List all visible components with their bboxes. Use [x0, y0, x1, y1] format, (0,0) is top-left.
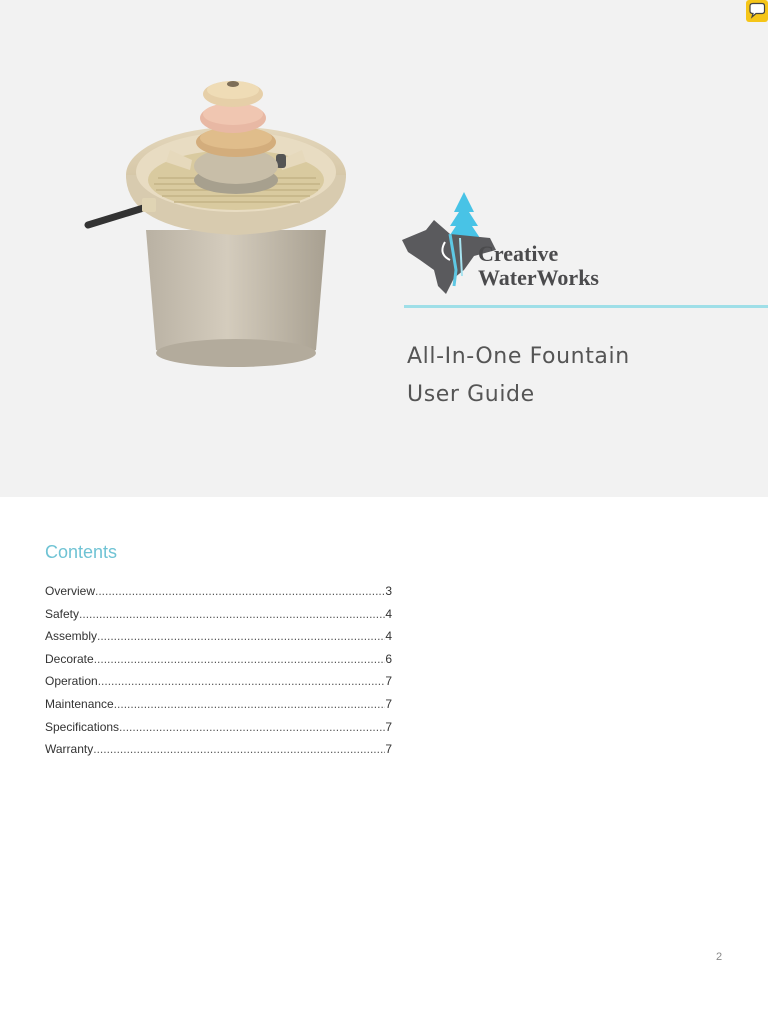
toc-item-page: 3 [385, 584, 392, 598]
toc-item-page: 7 [385, 719, 392, 734]
toc-leader-dots [94, 652, 386, 666]
toc-item-operation[interactable] [45, 674, 392, 697]
table-of-contents [45, 584, 392, 765]
toc-item-overview[interactable] [45, 584, 392, 607]
toc-item-safety[interactable] [45, 607, 392, 630]
toc-leader-dots [119, 720, 385, 734]
toc-item-decorate[interactable] [45, 652, 392, 675]
toc-item-page: 4 [385, 606, 392, 621]
toc-item-page: 7 [385, 696, 392, 711]
toc-leader-dots [95, 584, 385, 598]
document-title-line2: User Guide [407, 382, 535, 407]
document-title-line1: All-In-One Fountain [407, 344, 630, 369]
divider-rule [404, 305, 768, 308]
toc-item-page: 7 [385, 674, 392, 689]
toc-item-warranty[interactable] [45, 742, 392, 765]
toc-item-page: 6 [385, 651, 392, 666]
document-title [407, 338, 630, 414]
toc-item-label: Specifications [45, 719, 120, 734]
speech-bubble-icon[interactable] [746, 0, 768, 22]
contents-heading: Contents [45, 542, 118, 562]
toc-leader-dots [98, 674, 386, 688]
toc-item-page: 4 [385, 629, 392, 644]
toc-leader-dots [97, 629, 385, 643]
toc-item-maintenance[interactable] [45, 697, 392, 720]
toc-leader-dots [114, 697, 386, 711]
toc-item-assembly[interactable] [45, 629, 392, 652]
brand-name [478, 242, 599, 290]
toc-item-label: Decorate [45, 651, 94, 666]
cover-banner [0, 0, 768, 497]
toc-item-specifications[interactable] [45, 720, 392, 743]
page-number: 2 [716, 951, 723, 963]
toc-item-label: Safety [45, 606, 80, 621]
toc-item-label: Warranty [45, 742, 94, 757]
toc-leader-dots [79, 607, 385, 621]
toc-item-label: Overview [45, 584, 96, 598]
fountain-product-image [80, 70, 360, 380]
brand-name-line2: WaterWorks [478, 265, 599, 290]
toc-item-label: Assembly [45, 629, 98, 644]
toc-leader-dots [93, 742, 385, 756]
toc-item-label: Maintenance [45, 696, 114, 711]
brand-name-line1: Creative [478, 241, 559, 266]
toc-item-label: Operation [45, 674, 98, 689]
toc-item-page: 7 [385, 742, 392, 757]
